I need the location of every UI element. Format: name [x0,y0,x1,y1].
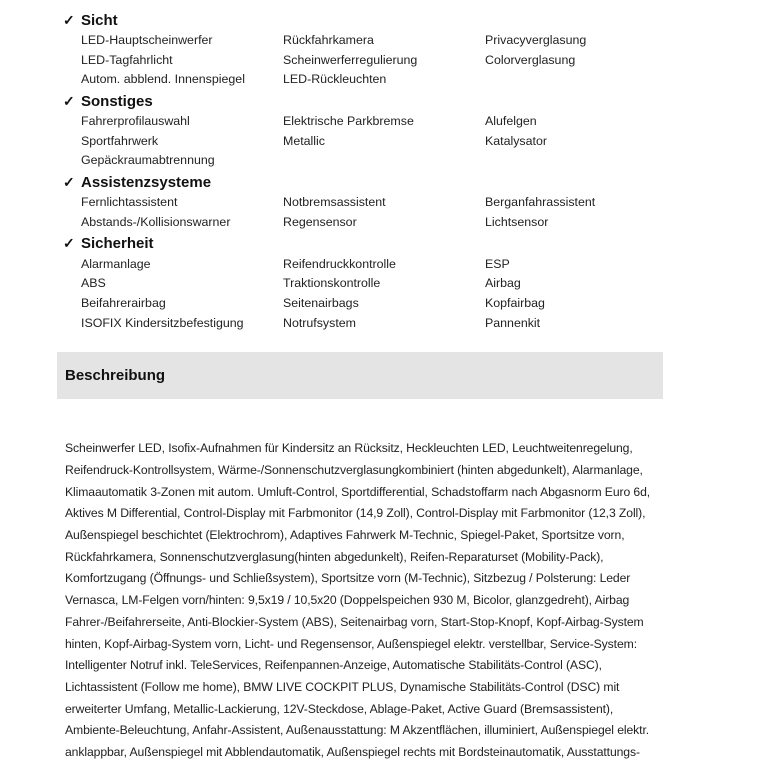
group-items [63,193,683,232]
feature-item: Kopfairbag [485,295,545,310]
feature-group-sonstiges [63,90,683,171]
feature-item: Lichtsensor [485,214,549,229]
group-title-text: Sicherheit [81,235,154,252]
feature-item: ABS [81,276,106,291]
group-title [63,90,683,112]
feature-item: ISOFIX Kindersitzbefestigung [81,315,244,330]
group-items [63,255,683,334]
feature-item: Pannenkit [485,315,541,330]
feature-item: Colorverglasung [485,52,576,67]
feature-item: Katalysator [485,133,547,148]
check-icon: ✓ [63,92,75,109]
feature-item: Notbremsassistent [283,195,386,210]
check-icon: ✓ [63,235,75,251]
group-title-text: Sonstiges [81,92,153,110]
feature-group-sicherheit [63,233,683,334]
feature-item: Autom. abblend. Innenspiegel [81,72,245,87]
group-items [63,31,683,90]
feature-group-assistenzsysteme [63,171,683,232]
feature-item: Gepäckraumabtrennung [81,153,215,168]
feature-item: Rückfahrkamera [283,33,374,47]
feature-group-sicht [63,9,683,90]
feature-item: Regensensor [283,214,357,229]
feature-item: Sportfahrwerk [81,133,159,148]
feature-list [63,9,683,333]
feature-item: Elektrische Parkbremse [283,114,414,129]
group-title [63,233,683,255]
group-title-text: Sicht [81,11,118,29]
feature-item: ESP [485,256,510,271]
feature-item: Scheinwerferregulierung [283,52,418,67]
group-title [63,9,683,31]
description-text: Scheinwerfer LED, Isofix-Aufnahmen für Kindersitz an Rücksitz, Heckleuchten LED, Leuchtweitenregelung, Reifendruck-Kontrollsystem, Wärme-/Sonnenschutzverglasungkombiniert (hinten abgedunkelt), Alarmanlage, Klimaautomatik 3-Zonen mit autom. Umluft-Control, Sportdifferential, Schadstoffarm nach Abgasnorm Euro 6d, Aktives M Differential, Control-Display mit Farbmonitor (14,9 Zoll), Control-Display mit Farbmonitor (12,3 Zoll), Außenspiegel beschichtet (Elektrochrom), Adaptives Fahrwerk M-Technic, Spiegel-Paket, Sportsitze vorn, Rückfahrkamera, Sonnenschutzverglasung(hinten abgedunkelt), Reifen-Reparaturset (Mobility-Pack), Komfortzugang (Öffnungs- und Schließsystem), Sportsitze vorn (M-Technic), Sitzbezug / Polsterung: Leder Vernasca, LM-Felgen vorn/hinten: 9,5x19 / 10,5x20 (Doppelspeichen 930 M, Bicolor, glanzgedreht), Airbag Fahrer-/Beifahrerseite, Anti-Blockier-System (ABS), Seitenairbag vorn, Start-Stop-Knopf, Kopf-Airbag-System hinten, Kopf-Airbag-System vorn, Licht- und Regensensor, Außenspiegel elektr. verstellbar, Service-System: Intelligenter Notruf inkl. TeleServices, Reifenpannen-Anzeige, Automatische Stabilitäts-Control (ASC), Lichtassistent (Follow me home), BMW LIVE COCKPIT PLUS, Dynamische Stabilitäts-Control (DSC) mit erweiterter Umfang, Metallic-Lackierung, 12V-Steckdose, Ablage-Paket, Active Guard (Bremsassistent), Ambiente-Beleuchtung, Anfahr-Assistent, Außenausstattung: M Akzentflächen, illuminiert, Außenspiegel elektr. anklappbar, Außenspiegel mit Abblendautomatik, Außenspiegel rechts mit Bordsteinautomatik, Ausstattungs- [65,441,651,760]
feature-item: Privacyverglasung [485,33,587,47]
feature-item: Airbag [485,276,521,291]
feature-item: Beifahrerairbag [81,295,166,310]
feature-item: LED-Tagfahrlicht [81,52,173,67]
group-title-text: Assistenzsysteme [81,173,212,191]
feature-item: Alarmanlage [81,256,151,271]
feature-item: Berganfahrassistent [485,195,596,210]
feature-item: Notrufsystem [283,315,356,330]
feature-item: Alufelgen [485,114,537,129]
feature-item: Metallic [283,133,325,148]
feature-item: Traktionskontrolle [283,276,381,291]
feature-item: Seitenairbags [283,295,359,310]
feature-item: Reifendruckkontrolle [283,256,396,271]
feature-item: LED-Hauptscheinwerfer [81,33,213,47]
check-icon: ✓ [63,11,75,28]
description-header [57,352,663,399]
check-icon: ✓ [63,173,75,190]
feature-item: Fernlichtassistent [81,195,178,210]
feature-item: LED-Rückleuchten [283,72,387,87]
description-title: Beschreibung [65,367,166,384]
group-title [63,171,683,193]
feature-item: Abstands-/Kollisionswarner [81,214,231,229]
feature-item: Fahrerprofilauswahl [81,114,190,129]
group-items [63,112,683,171]
